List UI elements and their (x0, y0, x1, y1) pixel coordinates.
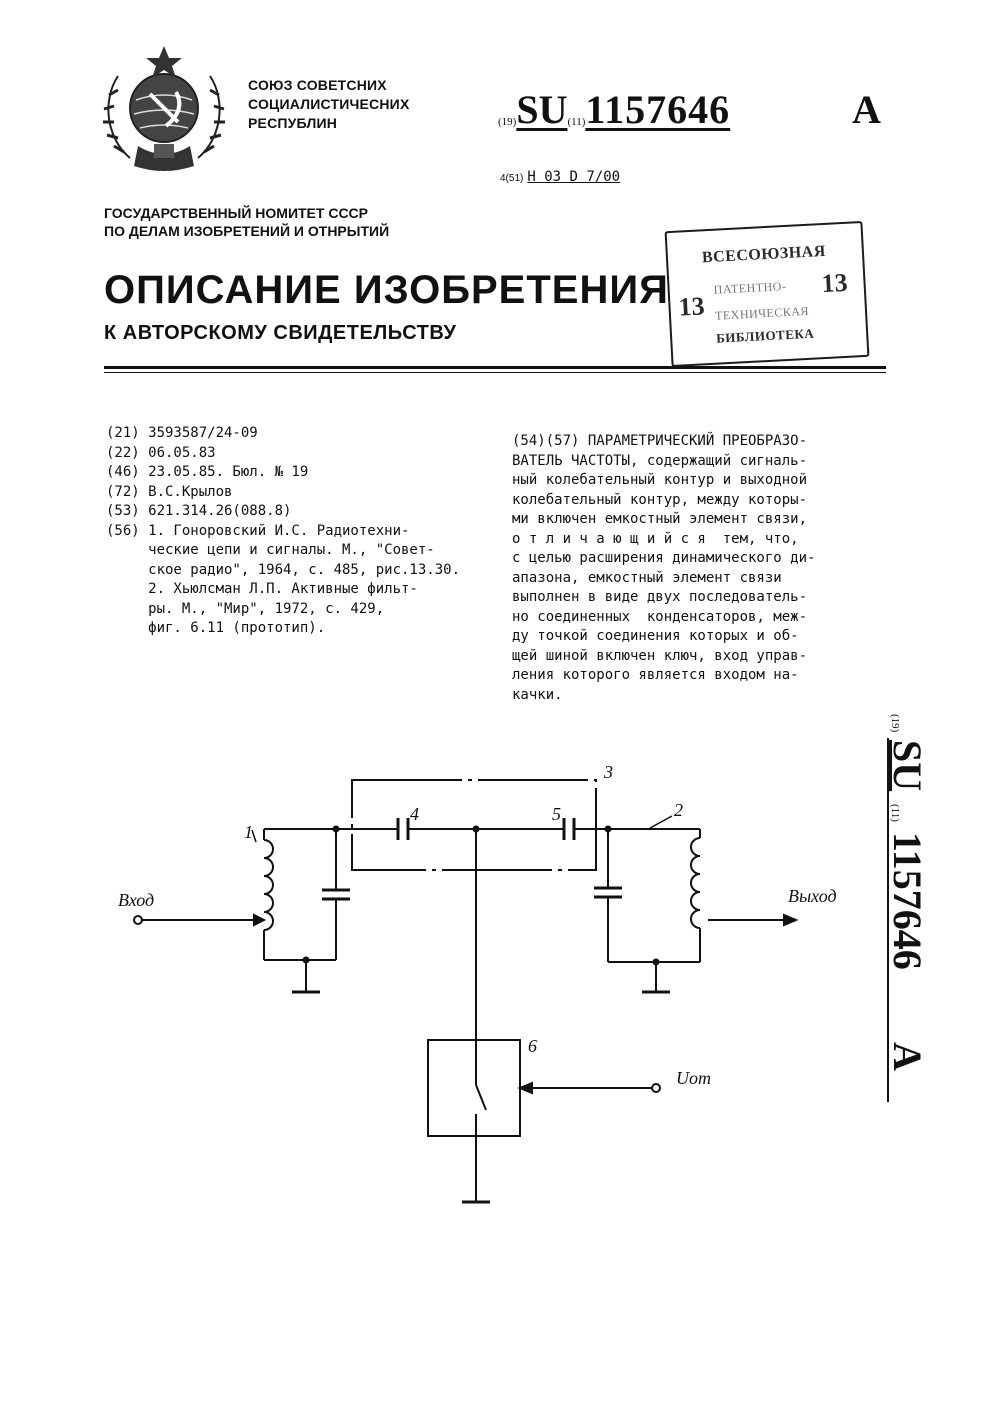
junction-dot (473, 826, 480, 833)
biblio-line: (53) 621.314.26(088.8) (106, 503, 292, 519)
abstract-line: качки. (512, 686, 563, 703)
ref-label: 3 (604, 762, 613, 782)
abstract-line: колебательный контур, между которы- (512, 491, 808, 508)
switch-contact (476, 1085, 486, 1110)
stamp-line: ПАТЕНТНО- (713, 278, 787, 297)
ussr-line: СОЮЗ СОВЕТСНИХ (248, 77, 387, 93)
circuit-drawing (0, 740, 1000, 1220)
biblio-line: (56) 1. Гоноровский И.С. Радиотехни- (106, 522, 410, 539)
stamp-line: ВСЕСОЮЗНАЯ (701, 242, 827, 267)
ipc-classification (500, 168, 620, 185)
input-label: Вход (118, 890, 155, 910)
ref-label: 6 (528, 1036, 537, 1056)
leader-2 (650, 816, 672, 828)
abstract-line: о т л и ч а ю щ и й с я тем, что, (512, 530, 799, 547)
biblio-line: ры. М., "Мир", 1972, с. 429, (106, 600, 385, 617)
bibliographic-data (106, 424, 476, 639)
header-rule-thin (104, 372, 886, 373)
biblio-line: (72) В.С.Крылов (106, 483, 233, 500)
abstract-line: ми включен емкостный элемент связи, (512, 511, 808, 527)
stamp-line: БИБЛИОТЕКА (715, 325, 815, 346)
kind-code: A (852, 87, 881, 132)
stamp-number: 13 (677, 291, 706, 322)
abstract-line: ду точкой соединения которых и об- (512, 628, 799, 644)
biblio-line: (21) 3593587/24-09 (106, 425, 258, 441)
code-19: (19) (498, 116, 517, 128)
document-title: ОПИСАНИЕ ИЗОБРЕТЕНИЯ (104, 268, 669, 312)
code-11: (11) (567, 116, 586, 128)
ussr-line: СОЦИАЛИСТИЧЕСНИХ (248, 96, 410, 112)
control-terminal (652, 1084, 660, 1092)
emblem-left-wreath (108, 76, 130, 158)
ref-label: 4 (410, 804, 419, 824)
abstract-line: но соединенных конденсаторов, меж- (512, 608, 808, 625)
biblio-line: ческие цепи и сигналы. М., "Совет- (106, 542, 435, 558)
junction-dot (605, 826, 612, 833)
abstract (512, 432, 882, 705)
abstract-line: ный колебательный контур и выходной (512, 472, 808, 488)
ref-label: 1 (244, 822, 253, 842)
side-code-11: (11) (889, 804, 901, 822)
ipc-value: H 03 D 7/00 (527, 169, 621, 185)
patent-number: 1157646 (585, 87, 731, 132)
biblio-line: фиг. 6.11 (прототип). (106, 620, 326, 636)
header-rule (104, 366, 886, 369)
biblio-line: ское радио", 1964, с. 485, рис.13.30. (106, 561, 461, 578)
library-stamp (665, 221, 870, 367)
ussr-name (248, 76, 409, 133)
publication-number (498, 86, 881, 133)
emblem-right-wreath (198, 76, 220, 158)
abstract-line: с целью расширения динамического ди- (512, 550, 816, 566)
committee-name (104, 204, 389, 240)
stamp-line: ТЕХНИЧЕСКАЯ (714, 303, 810, 323)
side-country: SU (885, 740, 930, 792)
abstract-line: ВАТЕЛЬ ЧАСТОТЫ, содержащий сигналь- (512, 452, 808, 469)
junction-dot (333, 826, 340, 833)
committee-line: ПО ДЕЛАМ ИЗОБРЕТЕНИЙ И ОТНРЫТИЙ (104, 223, 390, 239)
ussr-emblem (100, 42, 228, 180)
biblio-line: 2. Хьюлсман Л.П. Активные фильт- (106, 581, 418, 597)
junction-dot (653, 959, 660, 966)
input-arrow-icon (254, 915, 264, 925)
emblem-sun (154, 144, 174, 158)
side-number: 1157646 (885, 832, 930, 970)
switch-block (428, 1040, 520, 1136)
abstract-line: ления которого является входом на- (512, 667, 799, 683)
biblio-line: (46) 23.05.85. Бюл. № 19 (106, 464, 309, 480)
control-label: Uот (676, 1068, 711, 1088)
output-arrow-icon (784, 915, 796, 925)
junction-dot (303, 957, 310, 964)
coupling-block (352, 780, 596, 870)
ipc-label: 4(51) (500, 173, 524, 184)
ref-label: 5 (552, 804, 561, 824)
emblem-drawing (100, 42, 228, 180)
control-arrow-icon (520, 1083, 532, 1093)
side-kind: A (885, 1042, 930, 1071)
inductor-1 (264, 840, 273, 930)
inductor-2 (691, 838, 700, 928)
ref-label: 2 (674, 800, 683, 820)
document-subtitle: К АВТОРСКОМУ СВИДЕТЕЛЬСТВУ (104, 322, 457, 344)
ussr-line: РЕСПУБЛИН (248, 115, 338, 131)
side-code-19: (19) (889, 714, 901, 733)
input-terminal (134, 916, 142, 924)
circuit-diagram (0, 740, 1000, 1220)
biblio-line: (22) 06.05.83 (106, 444, 216, 461)
country-code: SU (516, 87, 568, 132)
abstract-line: апазона, емкостный элемент связи (512, 569, 782, 586)
abstract-line: выполнен в виде двух последователь- (512, 589, 808, 605)
abstract-line: (54)(57) ПАРАМЕТРИЧЕСКИЙ ПРЕОБРАЗО- (512, 433, 808, 449)
abstract-line: щей шиной включен ключ, вход управ- (512, 647, 808, 664)
stamp-number: 13 (820, 267, 849, 299)
committee-line: ГОСУДАРСТВЕННЫЙ НОМИТЕТ СССР (104, 205, 369, 221)
output-label: Выход (788, 886, 837, 906)
